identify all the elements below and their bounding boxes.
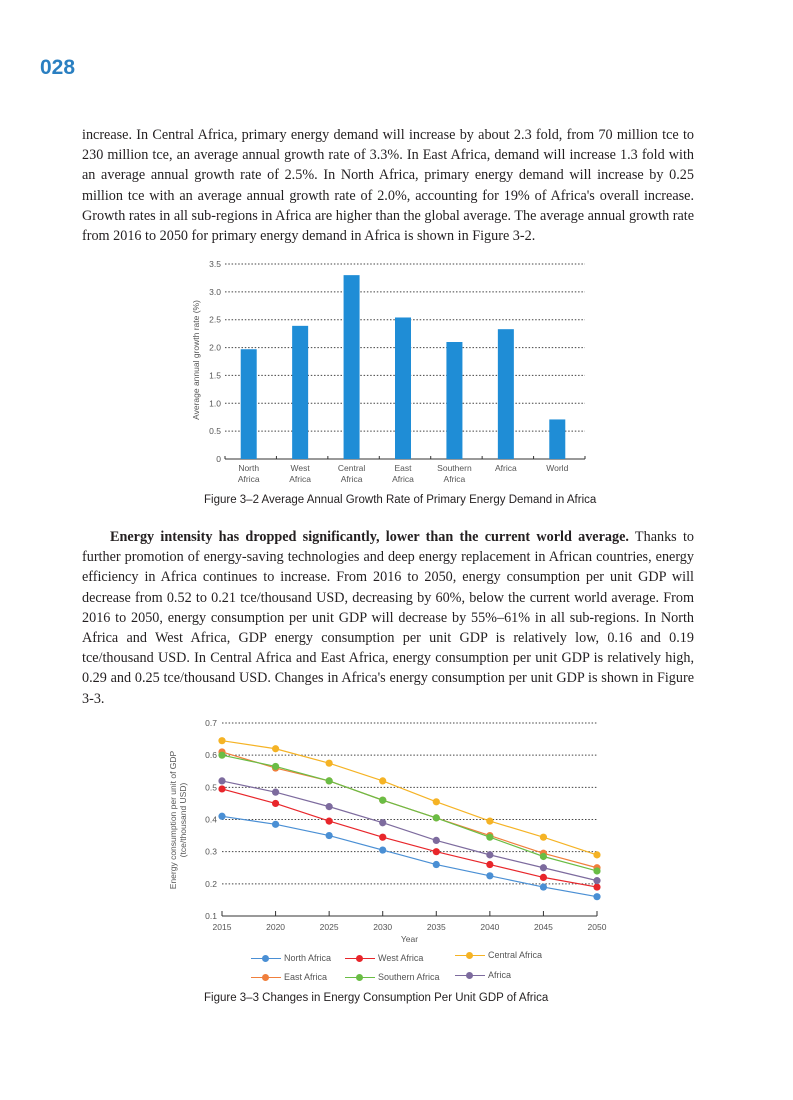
- legend-swatch: [251, 958, 281, 959]
- data-point: [272, 800, 279, 807]
- y-tick-label: 1.5: [209, 370, 221, 381]
- data-point: [326, 760, 333, 767]
- x-tick-label: West: [290, 463, 310, 473]
- series-southern-africa: [218, 752, 600, 875]
- y-tick-label: 3.5: [209, 259, 221, 269]
- data-point: [218, 752, 225, 759]
- x-tick-label: Central: [337, 463, 366, 473]
- data-point: [433, 837, 440, 844]
- data-point: [593, 867, 600, 874]
- y-tick-label: 2.0: [209, 342, 221, 353]
- legend-item-central-africa: [455, 950, 542, 960]
- series-africa: [218, 777, 600, 884]
- data-point: [433, 798, 440, 805]
- x-tick-label: North: [238, 463, 260, 473]
- data-point: [379, 797, 386, 804]
- y-tick-label: 0: [216, 454, 221, 464]
- data-point: [272, 745, 279, 752]
- data-point: [272, 763, 279, 770]
- legend-item-africa: [455, 970, 511, 980]
- x-tick-label: Africa: [289, 474, 312, 484]
- x-axis-label: Year: [400, 934, 419, 944]
- legend-label: Southern Africa: [378, 972, 440, 982]
- x-tick-label: 2040: [480, 922, 500, 932]
- legend-swatch: [455, 975, 485, 976]
- data-point: [486, 818, 493, 825]
- y-tick-label: 0.1: [205, 911, 217, 921]
- data-point: [379, 846, 386, 853]
- x-tick-label: Africa: [340, 474, 363, 484]
- y-axis-label: Average annual growth rate (%): [191, 300, 201, 420]
- data-point: [218, 785, 225, 792]
- x-tick-label: East: [394, 463, 412, 473]
- bar-north-africa: [241, 349, 257, 459]
- bar-chart-growth-rate: [0, 250, 793, 495]
- y-tick-label: 1.0: [209, 398, 221, 409]
- data-point: [486, 861, 493, 868]
- y-axis-label: Energy consumption per unit of GDP: [168, 750, 178, 890]
- x-tick-label: 2050: [587, 922, 607, 932]
- x-tick-label: 2025: [319, 922, 339, 932]
- y-tick-label: 0.2: [205, 878, 217, 889]
- legend-item-east-africa: [251, 972, 327, 982]
- x-tick-label: Africa: [494, 463, 517, 473]
- y-tick-label: 0.3: [205, 846, 217, 857]
- line-chart-legend: [0, 948, 793, 988]
- bar-east-africa: [395, 317, 411, 459]
- data-point: [433, 861, 440, 868]
- data-point: [326, 832, 333, 839]
- data-point: [486, 851, 493, 858]
- y-axis-label: (tce/thousand USD): [178, 782, 188, 858]
- figure-3-3-caption: Figure 3–3 Changes in Energy Consumption Per Unit GDP of Africa: [204, 992, 549, 1004]
- data-point: [272, 789, 279, 796]
- legend-item-west-africa: [345, 953, 423, 963]
- x-tick-label: 2045: [533, 922, 553, 932]
- paragraph-lead: Energy intensity has dropped significantly, lower than the current world average.: [110, 529, 629, 545]
- legend-label: Africa: [488, 970, 512, 980]
- legend-swatch: [345, 958, 375, 959]
- data-point: [379, 834, 386, 841]
- y-tick-label: 0.5: [209, 426, 221, 437]
- legend-item-southern-africa: [345, 972, 440, 982]
- bar-southern-africa: [446, 342, 462, 459]
- data-point: [540, 864, 547, 871]
- data-point: [218, 813, 225, 820]
- data-point: [326, 777, 333, 784]
- legend-label: Central Africa: [488, 950, 543, 960]
- legend-label: North Africa: [284, 953, 332, 963]
- line-chart-energy-intensity: [0, 710, 793, 950]
- data-point: [540, 874, 547, 881]
- x-tick-label: 2015: [212, 922, 232, 932]
- x-tick-label: 2020: [266, 922, 286, 932]
- y-tick-label: 0.6: [205, 750, 217, 761]
- data-point: [379, 819, 386, 826]
- paragraph-body: Thanks to further promotion of energy-saving technologies and deep energy replacement in African countries, energy efficiency in Africa continues to increase. From 2016 to 2050, energy consumption per unit GDP will decrease from 0.52 to 0.21 tce/thousand USD, decreasing by 60%, below the current world average. From 2016 to 2050, energy consumption per unit GDP will decrease by 55%–61% in all sub-regions. In North Africa and West Africa, GDP energy consumption per unit GDP is relatively low, 0.16 and 0.19 tce/thousand USD. In Central Africa and East Africa, energy consumption per unit GDP is relatively high, 0.29 and 0.25 tce/thousand USD. Changes in Africa's energy consumption per unit GDP is shown in Figure 3-3.: [82, 529, 694, 707]
- legend-label: East Africa: [284, 972, 328, 982]
- data-point: [486, 834, 493, 841]
- data-point: [272, 821, 279, 828]
- x-tick-label: Africa: [237, 474, 260, 484]
- data-point: [433, 814, 440, 821]
- data-point: [486, 872, 493, 879]
- figure-3-2-caption: Figure 3–2 Average Annual Growth Rate of Primary Energy Demand in Africa: [204, 494, 597, 506]
- data-point: [540, 883, 547, 890]
- x-tick-label: 2030: [373, 922, 393, 932]
- legend-swatch: [455, 955, 485, 956]
- y-tick-label: 0.7: [205, 718, 217, 728]
- data-point: [326, 803, 333, 810]
- x-tick-label: Southern: [437, 463, 472, 473]
- y-tick-label: 2.5: [209, 314, 221, 325]
- legend-label: West Africa: [378, 953, 424, 963]
- bar-world: [549, 419, 565, 459]
- y-tick-label: 0.4: [205, 814, 217, 825]
- data-point: [593, 877, 600, 884]
- y-tick-label: 0.5: [205, 782, 217, 793]
- data-point: [593, 883, 600, 890]
- data-point: [326, 818, 333, 825]
- bar-west-africa: [292, 326, 308, 459]
- x-tick-label: 2035: [426, 922, 446, 932]
- y-tick-label: 3.0: [209, 286, 221, 297]
- page-number: 028: [40, 56, 76, 79]
- paragraph-energy-intensity: [82, 527, 694, 709]
- paragraph-intro: increase. In Central Africa, primary energy demand will increase by about 2.3 fold, from 70 million tce to 230 million tce, an average annual growth rate of 3.3%. In East Africa, demand will increase 1.3 fold with an average annual growth rate of 2.5%. In North Africa, primary energy demand will increase by 0.25 million tce with an average annual growth rate of 2.0%, accounting for 19% of Africa's overall increase. Growth rates in all sub-regions in Africa are higher than the global average. The average annual growth rate from 2016 to 2050 for primary energy demand in Africa is shown in Figure 3-2.: [82, 127, 694, 245]
- bar-central-africa: [344, 275, 360, 459]
- data-point: [593, 851, 600, 858]
- x-tick-label: Africa: [392, 474, 414, 484]
- data-point: [540, 834, 547, 841]
- data-point: [218, 737, 225, 744]
- data-point: [379, 777, 386, 784]
- data-point: [218, 777, 225, 784]
- legend-item-north-africa: [251, 953, 331, 963]
- legend-swatch: [345, 977, 375, 978]
- data-point: [593, 893, 600, 900]
- data-point: [540, 853, 547, 860]
- x-tick-label: World: [546, 463, 569, 473]
- data-point: [433, 848, 440, 855]
- legend-swatch: [251, 977, 281, 978]
- x-tick-label: Africa: [443, 474, 466, 484]
- bar-africa: [498, 329, 514, 459]
